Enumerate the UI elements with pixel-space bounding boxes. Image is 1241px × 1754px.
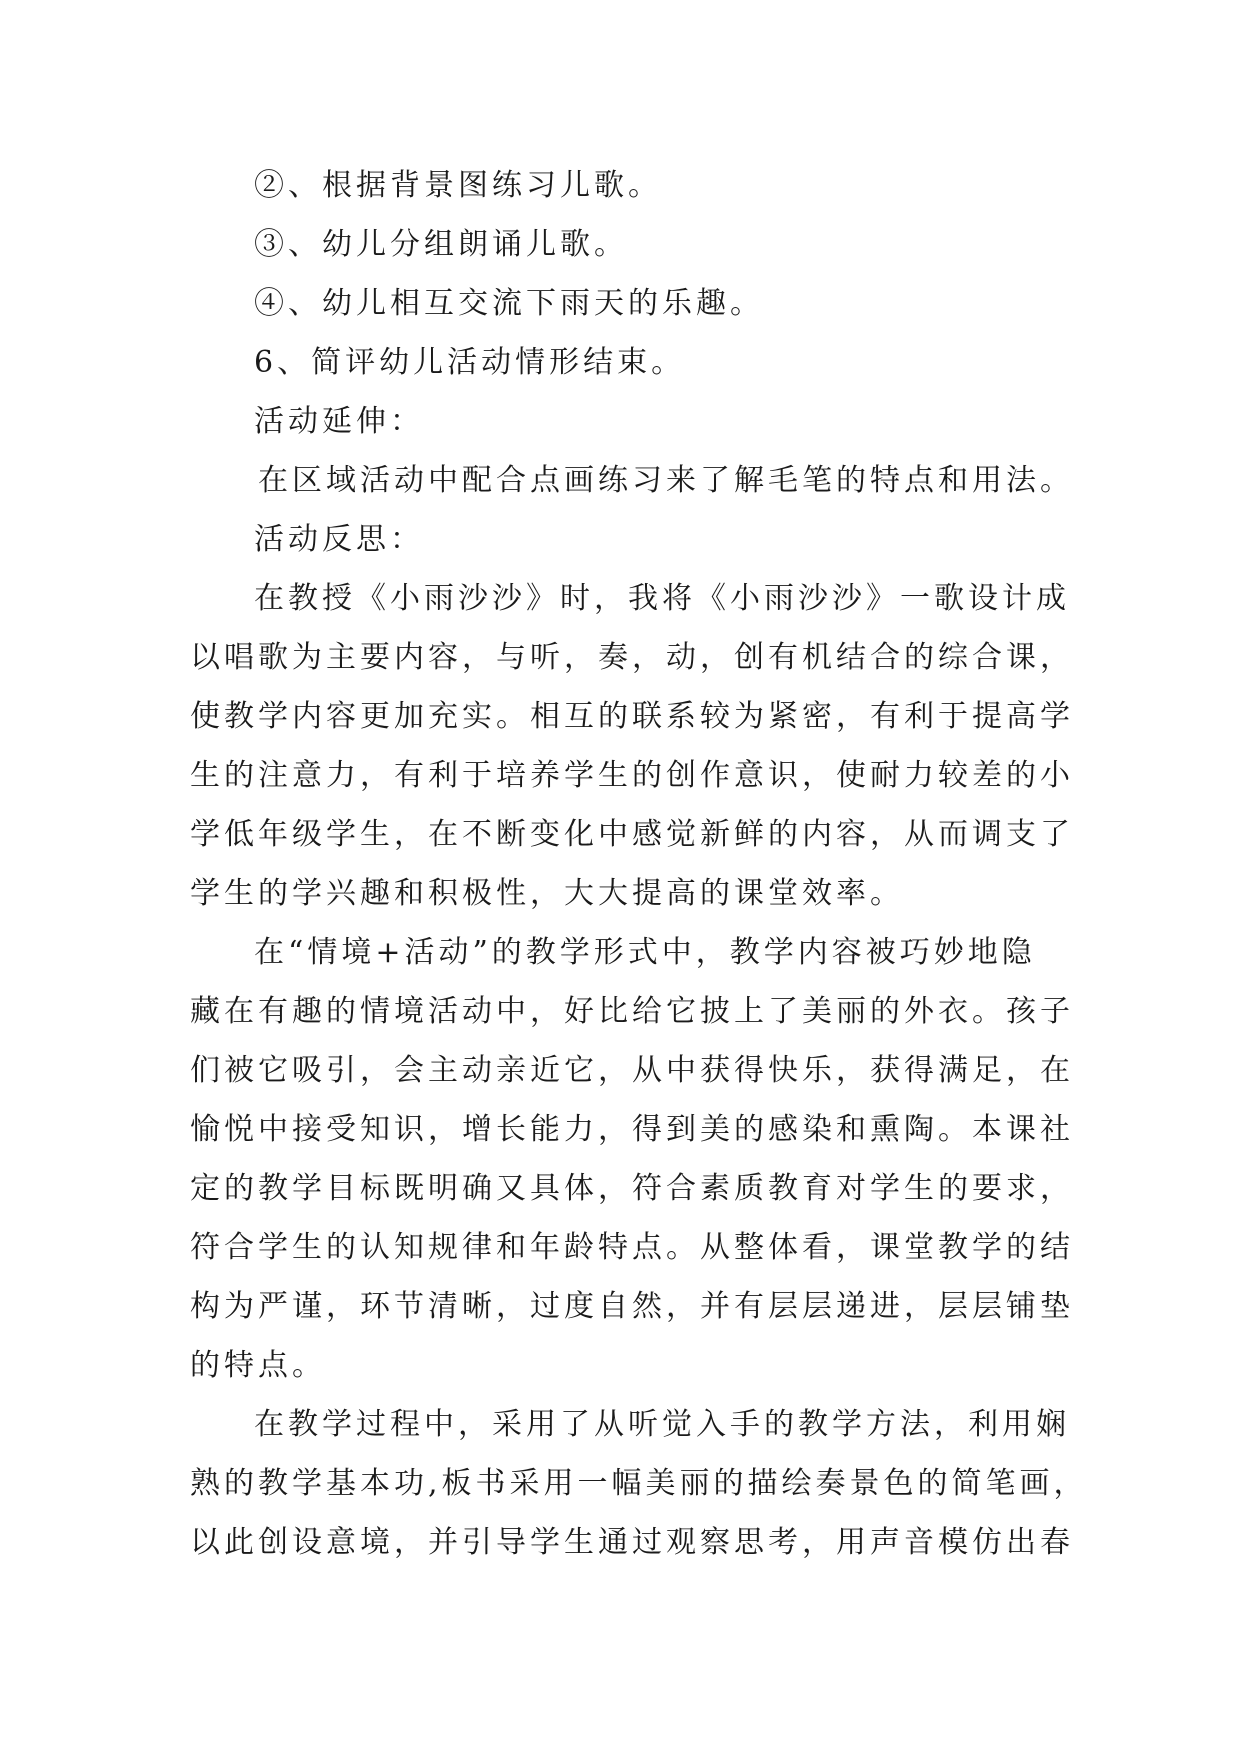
step-3: ③、幼儿分组朗诵儿歌。 xyxy=(254,227,628,262)
paragraph2-line: 定的教学目标既明确又具体，符合素质教育对学生的要求， xyxy=(190,1171,1074,1206)
extension-text: 在区域活动中配合点画练习来了解毛笔的特点和用法。 xyxy=(258,463,1074,498)
paragraph3-line: 以此创设意境，并引导学生通过观察思考，用声音模仿出春 xyxy=(190,1525,1074,1560)
paragraph2-line: 符合学生的认知规律和年龄特点。从整体看，课堂教学的结 xyxy=(190,1230,1074,1265)
paragraph2-line: 愉悦中接受知识，增长能力，得到美的感染和熏陶。本课社 xyxy=(190,1112,1074,1147)
paragraph1-line: 生的注意力，有利于培养学生的创作意识，使耐力较差的小 xyxy=(190,758,1074,793)
paragraph2-line: 们被它吸引，会主动亲近它，从中获得快乐，获得满足，在 xyxy=(190,1053,1074,1088)
step-2: ②、根据背景图练习儿歌。 xyxy=(254,168,662,203)
paragraph1-line: 使教学内容更加充实。相互的联系较为紧密，有利于提高学 xyxy=(190,699,1074,734)
step-4: ④、幼儿相互交流下雨天的乐趣。 xyxy=(254,286,764,321)
paragraph2-line: 的特点。 xyxy=(190,1348,326,1383)
paragraph1-line: 学生的学兴趣和积极性，大大提高的课堂效率。 xyxy=(190,876,904,911)
paragraph1-line: 在教授《小雨沙沙》时，我将《小雨沙沙》一歌设计成 xyxy=(254,581,1070,616)
step-6: 6、简评幼儿活动情形结束。 xyxy=(254,345,686,380)
paragraph3-line: 在教学过程中，采用了从听觉入手的教学方法，利用娴 xyxy=(254,1407,1070,1442)
paragraph3-line: 熟的教学基本功,板书采用一幅美丽的描绘奏景色的简笔画， xyxy=(190,1466,1088,1501)
reflection-heading: 活动反思： xyxy=(254,522,424,557)
paragraph2-line: 在“情境+活动”的教学形式中，教学内容被巧妙地隐 xyxy=(254,935,1036,970)
paragraph1-line: 学低年级学生，在不断变化中感觉新鲜的内容，从而调支了 xyxy=(190,817,1074,852)
extension-heading: 活动延伸： xyxy=(254,404,424,439)
paragraph2-line: 构为严谨，环节清晰，过度自然，并有层层递进，层层铺垫 xyxy=(190,1289,1074,1324)
paragraph2-line: 藏在有趣的情境活动中，好比给它披上了美丽的外衣。孩子 xyxy=(190,994,1074,1029)
paragraph1-line: 以唱歌为主要内容，与听，奏，动，创有机结合的综合课， xyxy=(190,640,1074,675)
